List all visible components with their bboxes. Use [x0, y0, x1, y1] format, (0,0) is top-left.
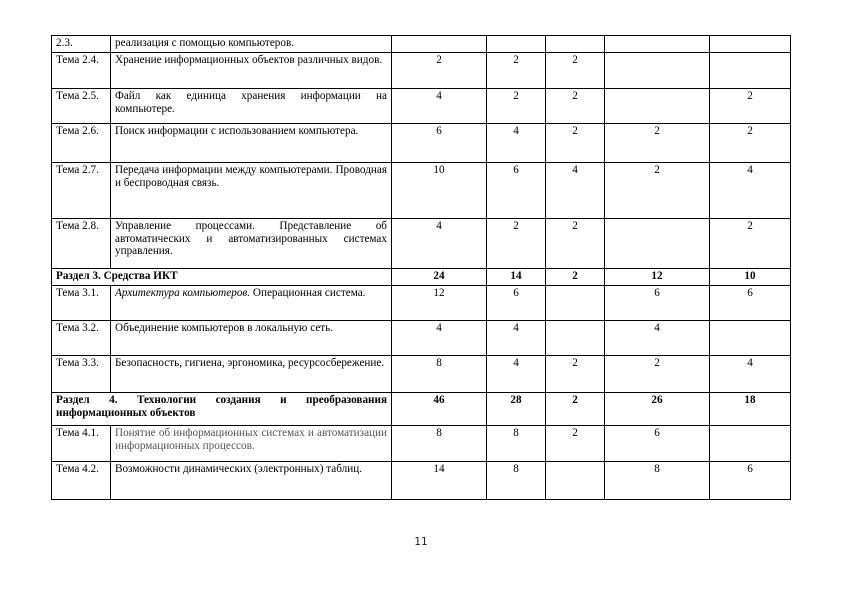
hours-theory: 4	[487, 356, 546, 393]
hours-self-study: 2	[710, 219, 791, 269]
hours-total	[392, 36, 487, 53]
hours-theory: 14	[487, 269, 546, 286]
topic-number: 2.3.	[52, 36, 111, 53]
topic-title: Хранение информационных объектов различных видов.	[111, 53, 392, 89]
topic-title: Файл как единица хранения информации на компьютере.	[111, 89, 392, 124]
hours-theory: 2	[487, 219, 546, 269]
hours-theory: 2	[487, 89, 546, 124]
table-row	[52, 36, 791, 53]
hours-practice: 2	[546, 89, 605, 124]
topic-number: Тема 2.5.	[52, 89, 111, 124]
table-row	[52, 124, 791, 163]
hours-total: 4	[392, 219, 487, 269]
page-number: 11	[414, 536, 428, 548]
hours-practice: 2	[546, 356, 605, 393]
hours-lab: 26	[605, 393, 710, 426]
hours-lab	[605, 89, 710, 124]
hours-theory: 6	[487, 286, 546, 321]
table-row	[52, 89, 791, 124]
hours-practice: 2	[546, 393, 605, 426]
hours-practice: 2	[546, 124, 605, 163]
hours-total: 2	[392, 53, 487, 89]
topic-title	[111, 286, 392, 321]
hours-total: 14	[392, 462, 487, 500]
hours-self-study: 6	[710, 462, 791, 500]
hours-lab: 12	[605, 269, 710, 286]
hours-total: 24	[392, 269, 487, 286]
hours-lab: 6	[605, 286, 710, 321]
topic-number: Тема 4.2.	[52, 462, 111, 500]
topic-number: Тема 2.8.	[52, 219, 111, 269]
hours-practice	[546, 286, 605, 321]
table-row	[52, 321, 791, 356]
table-row	[52, 426, 791, 462]
hours-practice: 2	[546, 426, 605, 462]
topic-title: Возможности динамических (электронных) таблиц.	[111, 462, 392, 500]
hours-practice	[546, 36, 605, 53]
hours-self-study	[710, 36, 791, 53]
table-row	[52, 462, 791, 500]
hours-self-study: 4	[710, 163, 791, 219]
curriculum-table	[51, 35, 791, 500]
section-row	[52, 393, 791, 426]
hours-practice: 2	[546, 269, 605, 286]
hours-theory	[487, 36, 546, 53]
topic-title: реализация с помощью компьютеров.	[111, 36, 392, 53]
topic-number: Тема 4.1.	[52, 426, 111, 462]
topic-title: Объединение компьютеров в локальную сеть.	[111, 321, 392, 356]
table-row	[52, 356, 791, 393]
hours-self-study: 18	[710, 393, 791, 426]
hours-theory: 4	[487, 124, 546, 163]
hours-theory: 6	[487, 163, 546, 219]
hours-self-study: 2	[710, 124, 791, 163]
hours-practice	[546, 321, 605, 356]
hours-lab	[605, 53, 710, 89]
section-title: Раздел 4. Технологии создания и преобразования информационных объектов	[52, 393, 392, 426]
section-row	[52, 269, 791, 286]
hours-practice: 2	[546, 53, 605, 89]
hours-total: 8	[392, 426, 487, 462]
hours-theory: 4	[487, 321, 546, 356]
topic-title-italic: Архитектура компьютеров.	[115, 287, 251, 299]
hours-self-study	[710, 426, 791, 462]
topic-number: Тема 2.6.	[52, 124, 111, 163]
table-row	[52, 163, 791, 219]
table-row	[52, 286, 791, 321]
topic-title: Безопасность, гигиена, эргономика, ресурсосбережение.	[111, 356, 392, 393]
hours-theory: 8	[487, 426, 546, 462]
hours-total: 12	[392, 286, 487, 321]
topic-number: Тема 2.4.	[52, 53, 111, 89]
hours-total: 6	[392, 124, 487, 163]
hours-lab: 6	[605, 426, 710, 462]
topic-title: Понятие об информационных системах и автоматизации информационных процессов.	[111, 426, 392, 462]
hours-practice: 4	[546, 163, 605, 219]
topic-title: Поиск информации с использованием компьютера.	[111, 124, 392, 163]
topic-number: Тема 3.3.	[52, 356, 111, 393]
hours-self-study: 2	[710, 89, 791, 124]
hours-self-study: 4	[710, 356, 791, 393]
hours-self-study: 10	[710, 269, 791, 286]
hours-total: 4	[392, 321, 487, 356]
hours-total: 4	[392, 89, 487, 124]
topic-title-rest: Операционная система.	[250, 287, 366, 299]
hours-lab: 2	[605, 124, 710, 163]
hours-lab	[605, 219, 710, 269]
hours-self-study: 6	[710, 286, 791, 321]
hours-lab: 2	[605, 356, 710, 393]
hours-practice	[546, 462, 605, 500]
hours-total: 10	[392, 163, 487, 219]
hours-self-study	[710, 53, 791, 89]
hours-lab: 4	[605, 321, 710, 356]
topic-number: Тема 2.7.	[52, 163, 111, 219]
table-row	[52, 53, 791, 89]
hours-lab: 2	[605, 163, 710, 219]
hours-theory: 8	[487, 462, 546, 500]
topic-number: Тема 3.2.	[52, 321, 111, 356]
hours-total: 8	[392, 356, 487, 393]
table-row	[52, 219, 791, 269]
hours-practice: 2	[546, 219, 605, 269]
hours-self-study	[710, 321, 791, 356]
hours-theory: 28	[487, 393, 546, 426]
topic-title: Управление процессами. Представление об автоматических и автоматизированных системах управления.	[111, 219, 392, 269]
hours-lab	[605, 36, 710, 53]
topic-title: Передача информации между компьютерами. Проводная и беспроводная связь.	[111, 163, 392, 219]
hours-theory: 2	[487, 53, 546, 89]
topic-number: Тема 3.1.	[52, 286, 111, 321]
hours-total: 46	[392, 393, 487, 426]
hours-lab: 8	[605, 462, 710, 500]
section-title: Раздел 3. Средства ИКТ	[52, 269, 392, 286]
